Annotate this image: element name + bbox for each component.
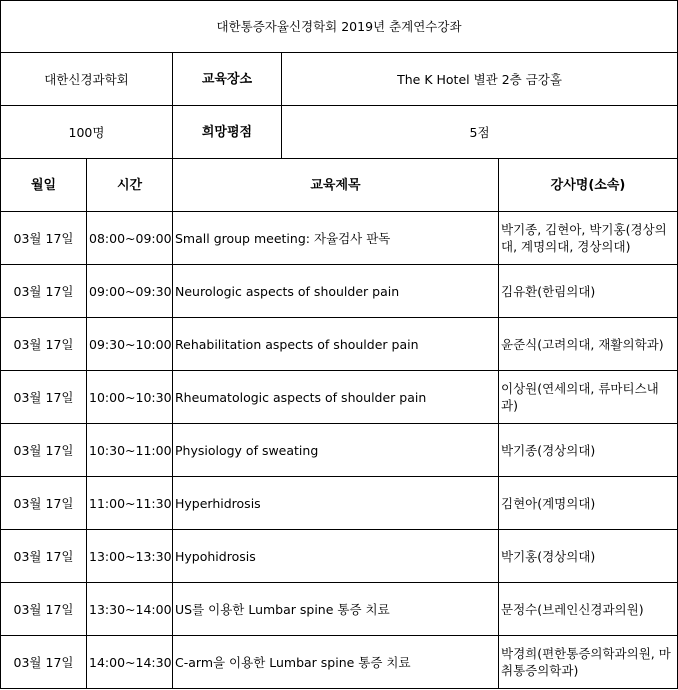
table-row <box>1 212 678 265</box>
row-date: 03월 17일 <box>1 636 87 689</box>
table-row <box>1 318 678 371</box>
header-date: 월일 <box>1 159 87 212</box>
header-speaker: 강사명(소속) <box>499 159 678 212</box>
table-row <box>1 265 678 318</box>
organization: 대한신경과학회 <box>1 53 173 106</box>
table-row <box>1 583 678 636</box>
row-topic: C-arm을 이용한 Lumbar spine 통증 치료 <box>173 636 499 689</box>
row-date: 03월 17일 <box>1 583 87 636</box>
row-topic: Small group meeting: 자율검사 판독 <box>173 212 499 265</box>
row-speaker: 김현아(계명의대) <box>499 477 678 530</box>
rating-value: 5점 <box>282 106 678 159</box>
table-row <box>1 424 678 477</box>
row-speaker: 박기종(경상의대) <box>499 424 678 477</box>
row-date: 03월 17일 <box>1 265 87 318</box>
row-topic: Hypohidrosis <box>173 530 499 583</box>
row-speaker: 박기종, 김현아, 박기홍(경상의대, 계명의대, 경상의대) <box>499 212 678 265</box>
row-topic: Physiology of sweating <box>173 424 499 477</box>
row-speaker: 이상원(연세의대, 류마티스내과) <box>499 371 678 424</box>
row-time: 08:00~09:00 <box>87 212 173 265</box>
row-date: 03월 17일 <box>1 318 87 371</box>
row-date: 03월 17일 <box>1 212 87 265</box>
course-title: 대한통증자율신경학회 2019년 춘계연수강좌 <box>1 1 678 53</box>
row-speaker: 윤준식(고려의대, 재활의학과) <box>499 318 678 371</box>
capacity: 100명 <box>1 106 173 159</box>
row-date: 03월 17일 <box>1 477 87 530</box>
row-speaker: 김유환(한림의대) <box>499 265 678 318</box>
row-speaker: 문정수(브레인신경과의원) <box>499 583 678 636</box>
row-time: 13:00~13:30 <box>87 530 173 583</box>
row-topic: US를 이용한 Lumbar spine 통증 치료 <box>173 583 499 636</box>
row-date: 03월 17일 <box>1 371 87 424</box>
row-time: 13:30~14:00 <box>87 583 173 636</box>
row-time: 09:30~10:00 <box>87 318 173 371</box>
row-date: 03월 17일 <box>1 530 87 583</box>
row-topic: Neurologic aspects of shoulder pain <box>173 265 499 318</box>
row-time: 09:00~09:30 <box>87 265 173 318</box>
row-time: 10:00~10:30 <box>87 371 173 424</box>
row-topic: Hyperhidrosis <box>173 477 499 530</box>
row-speaker: 박기홍(경상의대) <box>499 530 678 583</box>
table-row <box>1 371 678 424</box>
row-time: 10:30~11:00 <box>87 424 173 477</box>
table-row <box>1 477 678 530</box>
row-topic: Rheumatologic aspects of shoulder pain <box>173 371 499 424</box>
rating-label: 희망평점 <box>173 106 282 159</box>
row-time: 11:00~11:30 <box>87 477 173 530</box>
row-speaker: 박경희(편한통증의학과의원, 마취통증의학과) <box>499 636 678 689</box>
row-topic: Rehabilitation aspects of shoulder pain <box>173 318 499 371</box>
table-row <box>1 636 678 689</box>
header-topic: 교육제목 <box>173 159 499 212</box>
row-time: 14:00~14:30 <box>87 636 173 689</box>
row-date: 03월 17일 <box>1 424 87 477</box>
venue-value: The K Hotel 별관 2층 금강홀 <box>282 53 678 106</box>
venue-label: 교육장소 <box>173 53 282 106</box>
table-row <box>1 530 678 583</box>
header-time: 시간 <box>87 159 173 212</box>
